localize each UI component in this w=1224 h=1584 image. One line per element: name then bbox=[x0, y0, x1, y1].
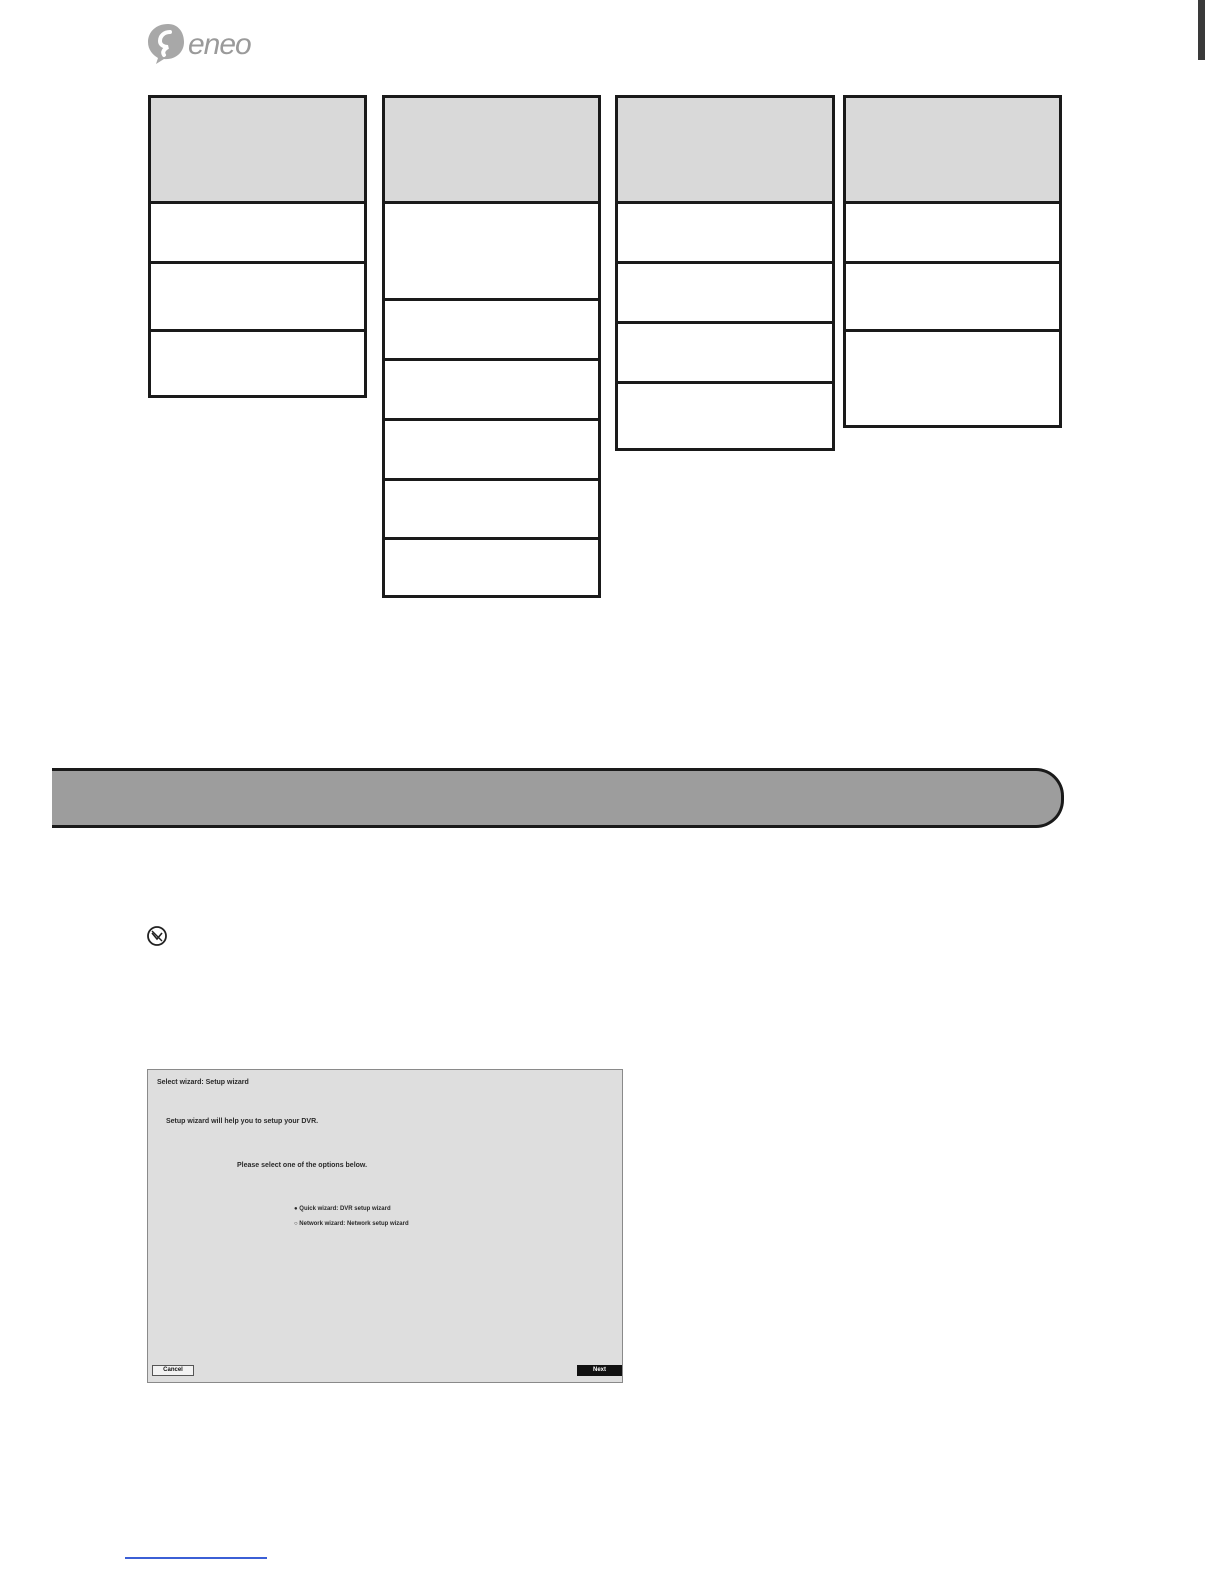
eneo-logo bbox=[146, 20, 276, 68]
menu-item[interactable] bbox=[151, 332, 364, 395]
page-edge-marker bbox=[1198, 0, 1205, 60]
menu-column-header bbox=[846, 98, 1059, 204]
next-button[interactable]: Next bbox=[577, 1365, 622, 1376]
eneo-logo-icon bbox=[146, 22, 186, 66]
menu-column-3 bbox=[615, 95, 835, 451]
dialog-title: Select wizard: Setup wizard bbox=[157, 1079, 249, 1086]
setup-wizard-dialog bbox=[147, 1069, 623, 1383]
menu-column-2 bbox=[382, 95, 601, 598]
menu-item[interactable] bbox=[385, 421, 598, 481]
menu-column-header bbox=[618, 98, 832, 204]
dialog-prompt-text: Please select one of the options below. bbox=[237, 1162, 368, 1169]
logo-wordmark: eneo bbox=[188, 28, 251, 61]
menu-column-1 bbox=[148, 95, 367, 398]
dialog-intro-text: Setup wizard will help you to setup your DVR. bbox=[166, 1118, 319, 1125]
menu-item[interactable] bbox=[385, 301, 598, 361]
network-wizard-radio[interactable]: ○ Network wizard: Network setup wizard bbox=[294, 1221, 409, 1227]
menu-item[interactable] bbox=[846, 204, 1059, 264]
menu-item[interactable] bbox=[385, 361, 598, 421]
menu-column-4 bbox=[843, 95, 1062, 428]
menu-item[interactable] bbox=[618, 204, 832, 264]
note-icon bbox=[146, 925, 168, 947]
menu-item[interactable] bbox=[385, 481, 598, 540]
menu-column-header bbox=[151, 98, 364, 204]
cancel-button[interactable]: Cancel bbox=[152, 1365, 194, 1376]
menu-column-header bbox=[385, 98, 598, 204]
menu-item[interactable] bbox=[618, 264, 832, 324]
menu-item[interactable] bbox=[385, 540, 598, 595]
menu-item[interactable] bbox=[846, 332, 1059, 425]
menu-item[interactable] bbox=[618, 324, 832, 384]
menu-item[interactable] bbox=[151, 264, 364, 332]
menu-item[interactable] bbox=[385, 204, 598, 301]
menu-item[interactable] bbox=[151, 204, 364, 264]
section-header-bar bbox=[52, 768, 1064, 828]
menu-item[interactable] bbox=[618, 384, 832, 448]
quick-wizard-radio[interactable]: ● Quick wizard: DVR setup wizard bbox=[294, 1206, 391, 1212]
footer-link-underline[interactable] bbox=[125, 1557, 267, 1559]
menu-item[interactable] bbox=[846, 264, 1059, 332]
